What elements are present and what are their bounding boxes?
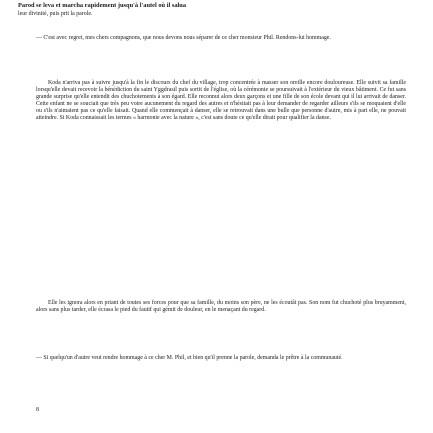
paragraph-dialogue-2 (36, 355, 406, 362)
continued-text-line-2: leur divinité, puis prit la parole. (18, 11, 93, 17)
paragraph-narration-1 (36, 80, 406, 121)
page-number: 8 (36, 407, 39, 413)
paragraph-text: — Si quelqu'un d'autre veut rendre hommage à ce cher M. Phil, et bien qu'il prenne la parole, demanda le prêtre à la communauté. (36, 355, 343, 361)
paragraph-text: — C'est avec regret, mes chers compagnons, que nous devons nous séparer de ce cher monsieur Phil. Rendons-lui hommage. (36, 35, 331, 41)
continued-text-line-1: Parod se leva et marcha rapidement jusqu'à l'autel où il salua (18, 2, 187, 9)
paragraph-dialogue-1 (36, 35, 406, 42)
paragraph-narration-2 (36, 300, 406, 314)
paragraph-text: Elle les ignora alors en priant de toutes ses forces pour que sa famille, du moins son père, ne les écoutât pas. Son nom fut chuchoté plus bruyamment, alors sans plus tarder, elle écrasa le pied du fautif qui gémit de douleur, en le menaçant du regard. (36, 300, 406, 313)
paragraph-text: Koda n'arriva pas à suivre jusqu'à la fin le discours du chef du village, trop concentrée à masser son oreille encore douloureuse. Elle suivit sa famille lorsqu'elle devait recevoir la bénédiction du saint Yggdrasil puis sortit de l'église, où la cérémonie se poursuivait à l'extérieur du vieux bâtiment. Ce fut sans grande surprise qu'elle entendit des chuchotements à son égard. Elle reconnut alors deux garçons et une fille de son école devant qui il lui arrivait de danser. Cette enfant ne se souciait que très peu voire aucunement du regard des autres et n'hésitait pas à leur demander de regarder ailleurs s'ils se moquaient d'elle ou s'ils n'aimaient pas ce qu'elle faisait. Quand elle commençait à danser, elle se retrouvait dans une bulle que personne d'autre, mis à part elle, ne pouvait atteindre. Si Koda connaissait les termes « harmonie avec la nature », c'est sans doute ce qu'elle dirait pour qualifier la danse. (36, 80, 406, 121)
